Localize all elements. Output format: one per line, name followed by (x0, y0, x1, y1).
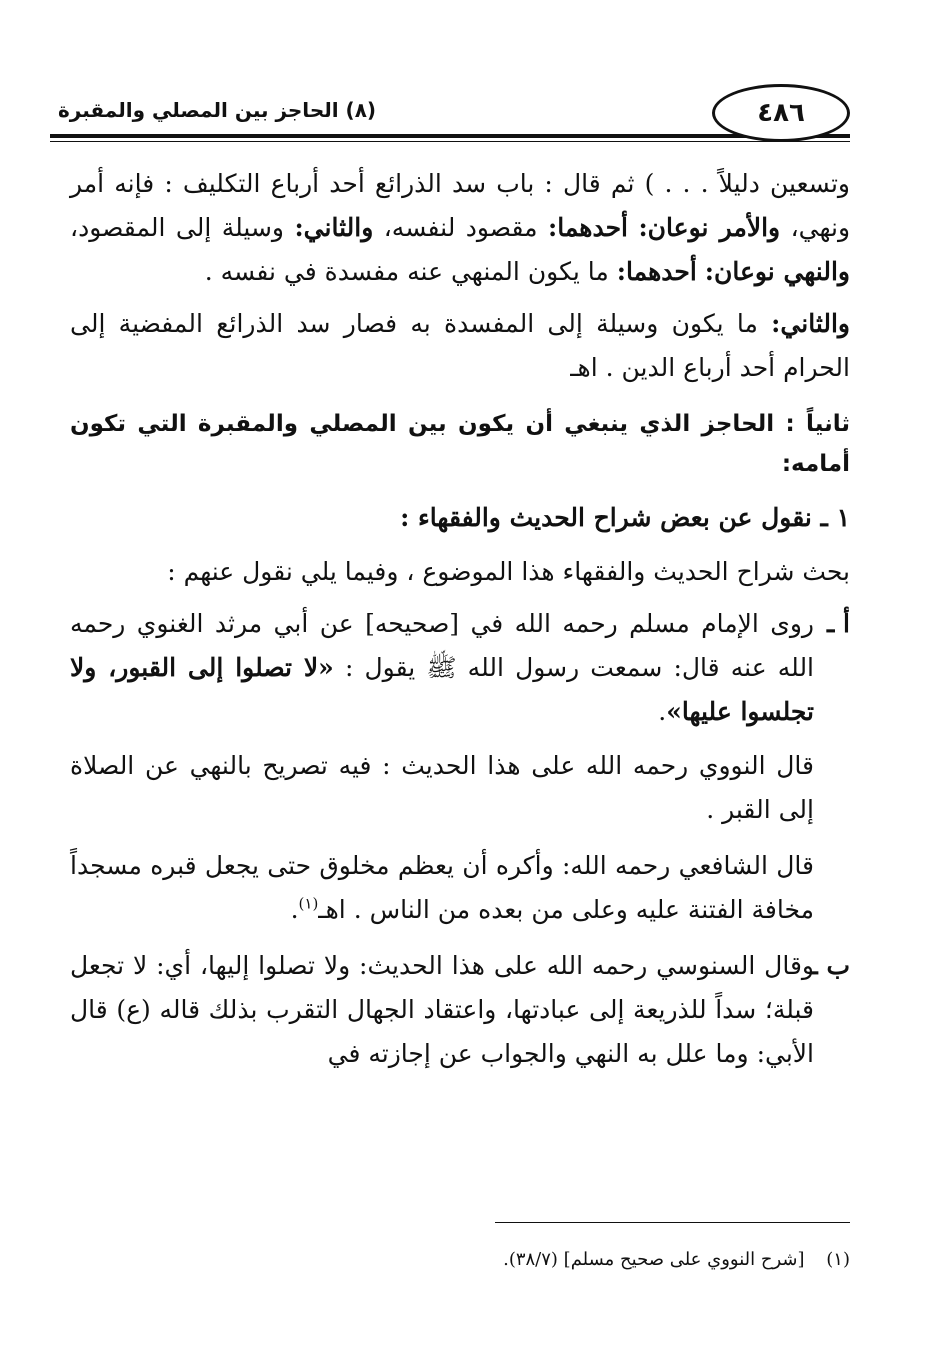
footnote-separator (495, 1222, 850, 1223)
list-item-a (70, 602, 850, 734)
text-run: وتسعين دليلاً . . . ) ثم قال : باب سد الذرائع أحد أرباع التكليف : فإنه أمر ونهي، (70, 169, 851, 242)
text-run: . (658, 697, 667, 726)
text-run: روى الإمام مسلم رحمه الله في [صحيحه] عن أبي مرثد الغنوي رحمه الله عنه قال: سمعت رسول الله ﷺ يقول : (70, 609, 815, 682)
text-run: قال الشافعي رحمه الله: وأكره أن يعظم مخلوق حتى يجعل قبره مسجداً مخافة الفتنة عليه وعلى من بعده من الناس . اهـ (70, 851, 814, 924)
bold-run: والثاني: (294, 213, 374, 242)
text-run: . (290, 895, 299, 924)
text-run: ما يكون وسيلة إلى المفسدة به فصار سد الذرائع المفضية إلى الحرام أحد أرباع الدين . اهـ (70, 309, 850, 382)
paragraph-2 (70, 302, 850, 390)
sub-heading: ١ ـ نقول عن بعض شراح الحديث والفقهاء : (400, 503, 850, 532)
hadith-quote: «لا تصلوا إلى القبور، ولا تجلسوا عليها» (70, 653, 814, 726)
page-header (50, 78, 850, 148)
bold-run: والنهي نوعان: (704, 257, 850, 286)
paragraph-4: قال النووي رحمه الله على هذا الحديث : فيه تصريح بالنهي عن الصلاة إلى القبر . (70, 751, 814, 824)
page-number: ٤٨٦ (712, 84, 850, 142)
running-title: (٨) الحاجز بين المصلي والمقبرة (58, 98, 377, 122)
bold-run: أحدهما: (616, 257, 697, 286)
text-run: وقال السنوسي رحمه الله على هذا الحديث: ولا تصلوا إليها، أي: لا تجعل قبلة؛ سداً للذريعة إلى عبادتها، واعتقاد الجهال التقرب بذلك قاله (ع) قال الأبي: وما علل به النهي والجواب عن إجازته في (70, 951, 814, 1068)
text-run: مقصود لنفسه، (383, 213, 538, 242)
text-run: وسيلة إلى المقصود، (70, 213, 284, 242)
header-rule-thin (50, 141, 850, 142)
item-marker: ب ـ (810, 951, 850, 980)
footnote-text: [شرح النووي على صحيح مسلم] (٣٨/٧). (503, 1249, 805, 1270)
paragraph-1 (70, 162, 850, 294)
list-item-b (70, 944, 850, 1076)
item-marker: أ ـ (827, 609, 850, 638)
footnote-number: (١) (826, 1249, 850, 1270)
footnote-reference: (١) (298, 894, 319, 913)
footnote (70, 1246, 850, 1274)
paragraph-5 (70, 844, 850, 932)
body-text (70, 162, 850, 1086)
bold-run: والأمر نوعان: (638, 213, 781, 242)
header-rule (50, 134, 850, 138)
bold-run: أحدهما: (547, 213, 628, 242)
bold-run: والثاني: (771, 309, 850, 338)
text-run: ما يكون المنهي عنه مفسدة في نفسه . (204, 257, 609, 286)
paragraph-3: بحث شراح الحديث والفقهاء هذا الموضوع ، وفيما يلي نقول عنهم : (167, 557, 850, 586)
section-heading: ثانياً : الحاجز الذي ينبغي أن يكون بين المصلي والمقبرة التي تكون أمامه: (70, 411, 850, 477)
